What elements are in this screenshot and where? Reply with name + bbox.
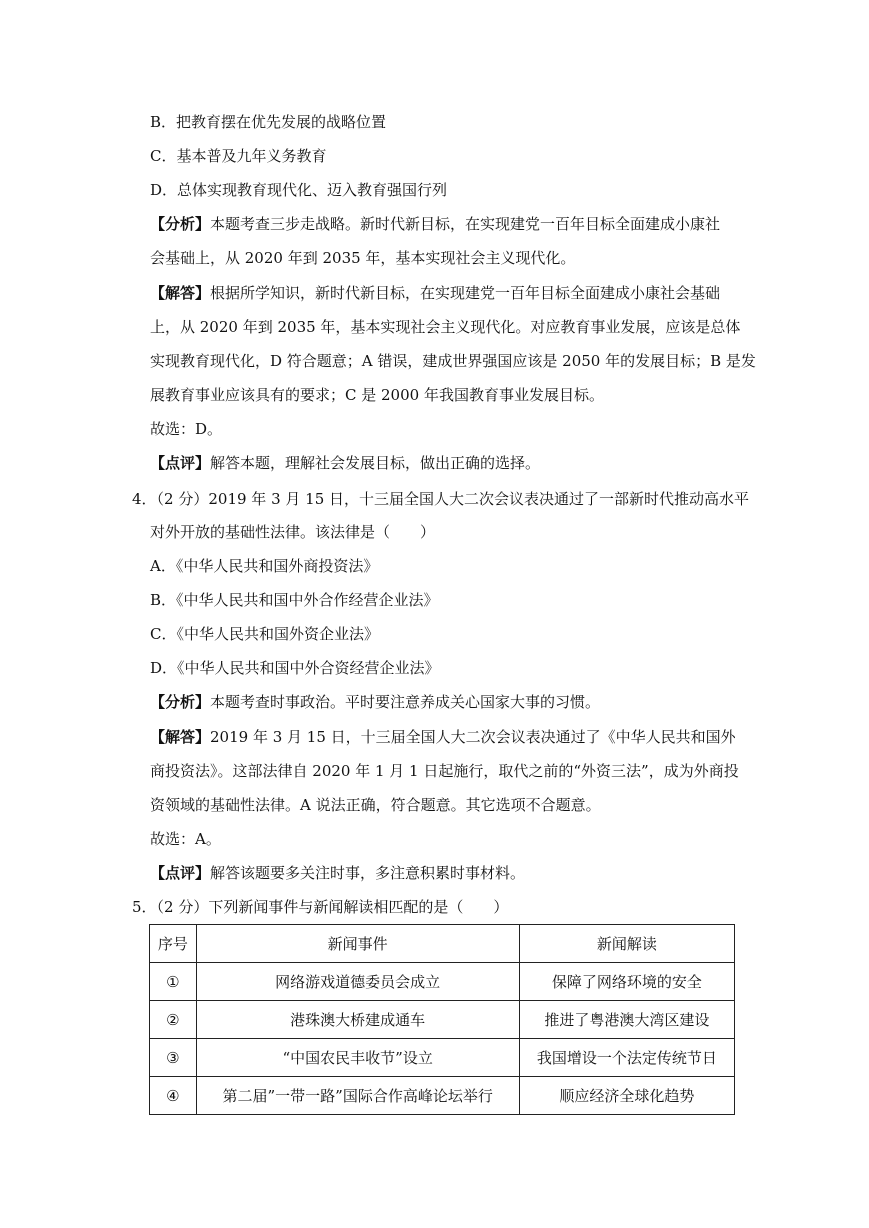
row-interpretation: 我国增设一个法定传统节日 — [519, 1039, 734, 1077]
q4-stem-cont: 对外开放的基础性法律。该法律是（ ） — [150, 523, 436, 541]
answer-text: 2019 年 3 月 15 日，十三届全国人大二次会议表决通过了《中华人民共和国外 — [210, 728, 736, 746]
q4-analysis — [150, 692, 600, 712]
q4-comment — [150, 863, 525, 883]
row-index: ② — [150, 1001, 197, 1039]
row-event: 网络游戏道德委员会成立 — [196, 963, 519, 1001]
header-cell-interpretation: 新闻解读 — [519, 925, 734, 963]
q4-option-b: B．《中华人民共和国中外合作经营企业法》 — [150, 591, 439, 609]
row-event: “中国农民丰收节”设立 — [196, 1039, 519, 1077]
row-interpretation: 保障了网络环境的安全 — [519, 963, 734, 1001]
q3-comment — [150, 453, 540, 473]
row-index: ① — [150, 963, 197, 1001]
news-table — [149, 924, 735, 1115]
header-cell-index: 序号 — [150, 925, 197, 963]
table-row — [150, 1077, 735, 1115]
q3-option-d: D．总体实现教育现代化、迈入教育强国行列 — [150, 181, 448, 199]
analysis-text: 本题考查时事政治。平时要注意养成关心国家大事的习惯。 — [210, 693, 601, 711]
table-row — [150, 963, 735, 1001]
q3-option-c: C．基本普及九年义务教育 — [150, 147, 327, 165]
q4-option-a: A．《中华人民共和国外商投资法》 — [150, 557, 379, 575]
answer-tag: 【解答】 — [150, 284, 211, 302]
q3-answer — [150, 283, 720, 303]
q4-option-d: D．《中华人民共和国中外合资经营企业法》 — [150, 659, 440, 677]
comment-text: 解答本题，理解社会发展目标，做出正确的选择。 — [210, 454, 541, 472]
q3-answer-line2: 上，从 2020 年到 2035 年，基本实现社会主义现代化。对应教育事业发展，应该是总体 — [150, 318, 741, 336]
row-index: ④ — [150, 1077, 197, 1115]
q3-answer-line3: 实现教育现代化，D 符合题意；A 错误，建成世界强国应该是 2050 年的发展目标；B 是发 — [150, 352, 756, 370]
q4-answer-line2: 商投资法》。这部法律自 2020 年 1 月 1 日起施行，取代之前的“外资三法”，成为外商投 — [150, 762, 739, 780]
row-event: 港珠澳大桥建成通车 — [196, 1001, 519, 1039]
comment-text: 解答该题要多关注时事，多注意积累时事材料。 — [210, 864, 526, 882]
row-event: 第二届”一带一路”国际合作高峰论坛举行 — [196, 1077, 519, 1115]
table-header-row — [150, 925, 735, 963]
analysis-text: 本题考查三步走战略。新时代新目标，在实现建党一百年目标全面建成小康社 — [210, 215, 721, 233]
q3-answer-line4: 展教育事业应该具有的要求；C 是 2000 年我国教育事业发展目标。 — [150, 386, 604, 404]
header-cell-event: 新闻事件 — [196, 925, 519, 963]
q4-choice: 故选：A。 — [150, 830, 221, 848]
comment-tag: 【点评】 — [150, 864, 211, 882]
answer-tag: 【解答】 — [150, 728, 211, 746]
table-row — [150, 1001, 735, 1039]
q4-stem: 4．（2 分）2019 年 3 月 15 日，十三届全国人大二次会议表决通过了一部新时代推动高水平 — [132, 490, 750, 508]
analysis-tag: 【分析】 — [150, 693, 211, 711]
q5-stem: 5．（2 分）下列新闻事件与新闻解读相匹配的是（ ） — [132, 898, 509, 916]
q4-answer — [150, 727, 736, 747]
q3-analysis — [150, 214, 720, 234]
row-index: ③ — [150, 1039, 197, 1077]
comment-tag: 【点评】 — [150, 454, 211, 472]
q4-answer-line3: 资领域的基础性法律。A 说法正确，符合题意。其它选项不合题意。 — [150, 796, 601, 814]
answer-text: 根据所学知识，新时代新目标，在实现建党一百年目标全面建成小康社会基础 — [210, 284, 721, 302]
q4-option-c: C．《中华人民共和国外资企业法》 — [150, 625, 379, 643]
row-interpretation: 顺应经济全球化趋势 — [519, 1077, 734, 1115]
table-row — [150, 1039, 735, 1077]
q3-choice: 故选：D。 — [150, 420, 223, 438]
row-interpretation: 推进了粤港澳大湾区建设 — [519, 1001, 734, 1039]
q3-option-b: B．把教育摆在优先发展的战略位置 — [150, 113, 387, 131]
analysis-tag: 【分析】 — [150, 215, 211, 233]
q3-analysis-cont: 会基础上，从 2020 年到 2035 年，基本实现社会主义现代化。 — [150, 249, 576, 267]
